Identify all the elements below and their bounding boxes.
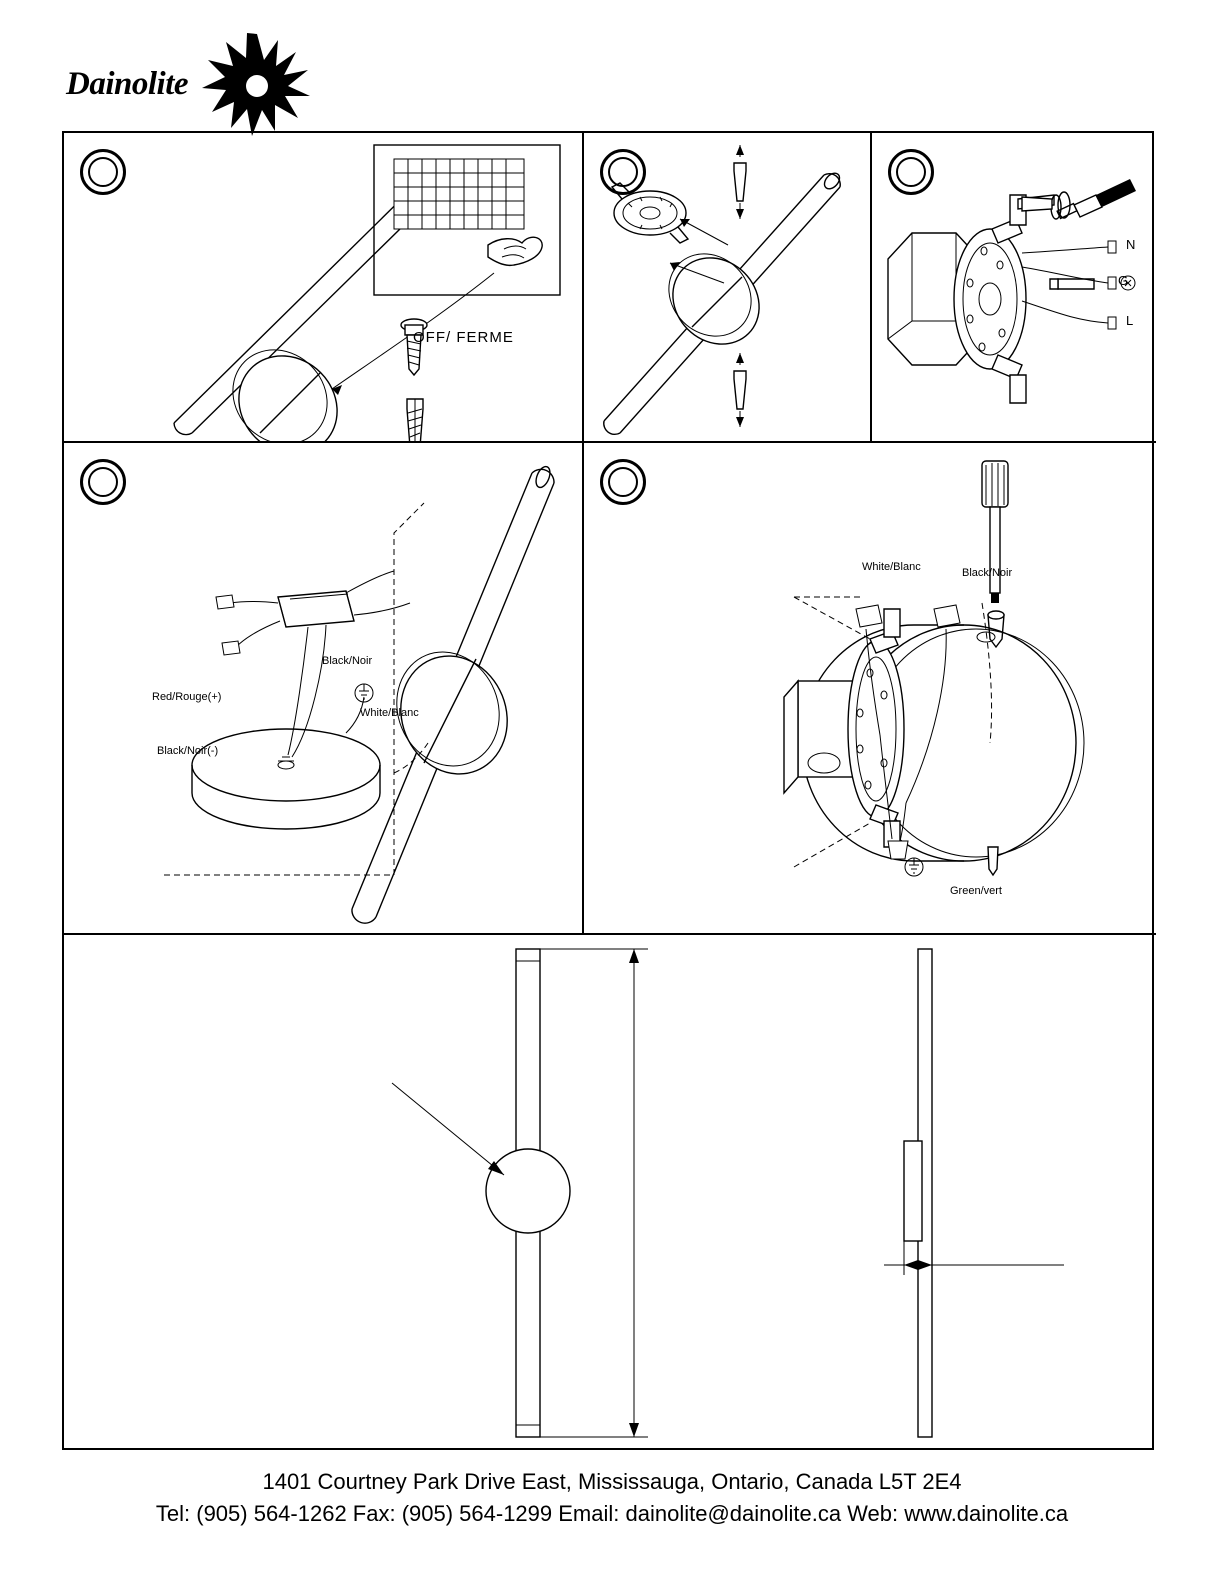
footer bbox=[0, 1466, 1224, 1530]
round-backplate-illustration bbox=[652, 237, 777, 362]
mounting-plate-illustration bbox=[954, 195, 1026, 403]
breaker-panel-illustration bbox=[332, 145, 560, 395]
screw-icon-bottom bbox=[734, 353, 746, 427]
wire-label-black-noir: Black/Noir bbox=[322, 655, 373, 667]
starburst-icon bbox=[202, 30, 312, 140]
terminal-label-l: L bbox=[1126, 313, 1134, 328]
terminal-label-g: G bbox=[1118, 273, 1129, 288]
panel-step-3 bbox=[872, 133, 1156, 443]
terminal-label-n: N bbox=[1126, 237, 1136, 252]
wire-label-red-rouge: Red/Rouge(+) bbox=[152, 691, 222, 703]
front-elevation-illustration bbox=[392, 949, 648, 1437]
panel-step-1 bbox=[64, 133, 584, 443]
footer-address: 1401 Courtney Park Drive East, Mississauga, Ontario, Canada L5T 2E4 bbox=[262, 1469, 962, 1494]
panel-dimensions bbox=[64, 935, 1156, 1450]
panel-step-5 bbox=[584, 443, 1156, 935]
led-driver-illustration bbox=[278, 591, 354, 627]
wire-label-black-noir-neg: Black/Noir(-) bbox=[157, 745, 219, 757]
screw-icon-top bbox=[734, 145, 746, 219]
screw-icon-lower bbox=[1050, 279, 1094, 289]
housing-illustration bbox=[784, 609, 904, 847]
footer-contact: Tel: (905) 564-1262 Fax: (905) 564-1299 Email: dainolite@dainolite.ca Web: www.dainolite.ca bbox=[155, 1501, 1069, 1526]
panel-step-4 bbox=[64, 443, 584, 935]
wire-label-green-vert: Green/vert bbox=[950, 885, 1002, 897]
wire-label-black-noir: Black/Noir bbox=[962, 567, 1013, 579]
wire-label-white-blanc: White/Blanc bbox=[862, 561, 921, 573]
instruction-sheet bbox=[62, 131, 1154, 1450]
wall-anchor-icon bbox=[407, 399, 423, 443]
panel-step-2 bbox=[584, 133, 872, 443]
screw-icon bbox=[401, 319, 427, 375]
breaker-off-label: OFF/ FERME bbox=[413, 329, 514, 346]
side-elevation-illustration bbox=[884, 949, 1064, 1437]
screwdriver-icon bbox=[982, 461, 1008, 603]
wire-label-white-blanc: White/Blanc bbox=[360, 707, 419, 719]
brand-logo bbox=[62, 28, 312, 128]
canopy-ring-illustration bbox=[192, 729, 380, 829]
brand-name: Dainolite bbox=[66, 66, 189, 102]
